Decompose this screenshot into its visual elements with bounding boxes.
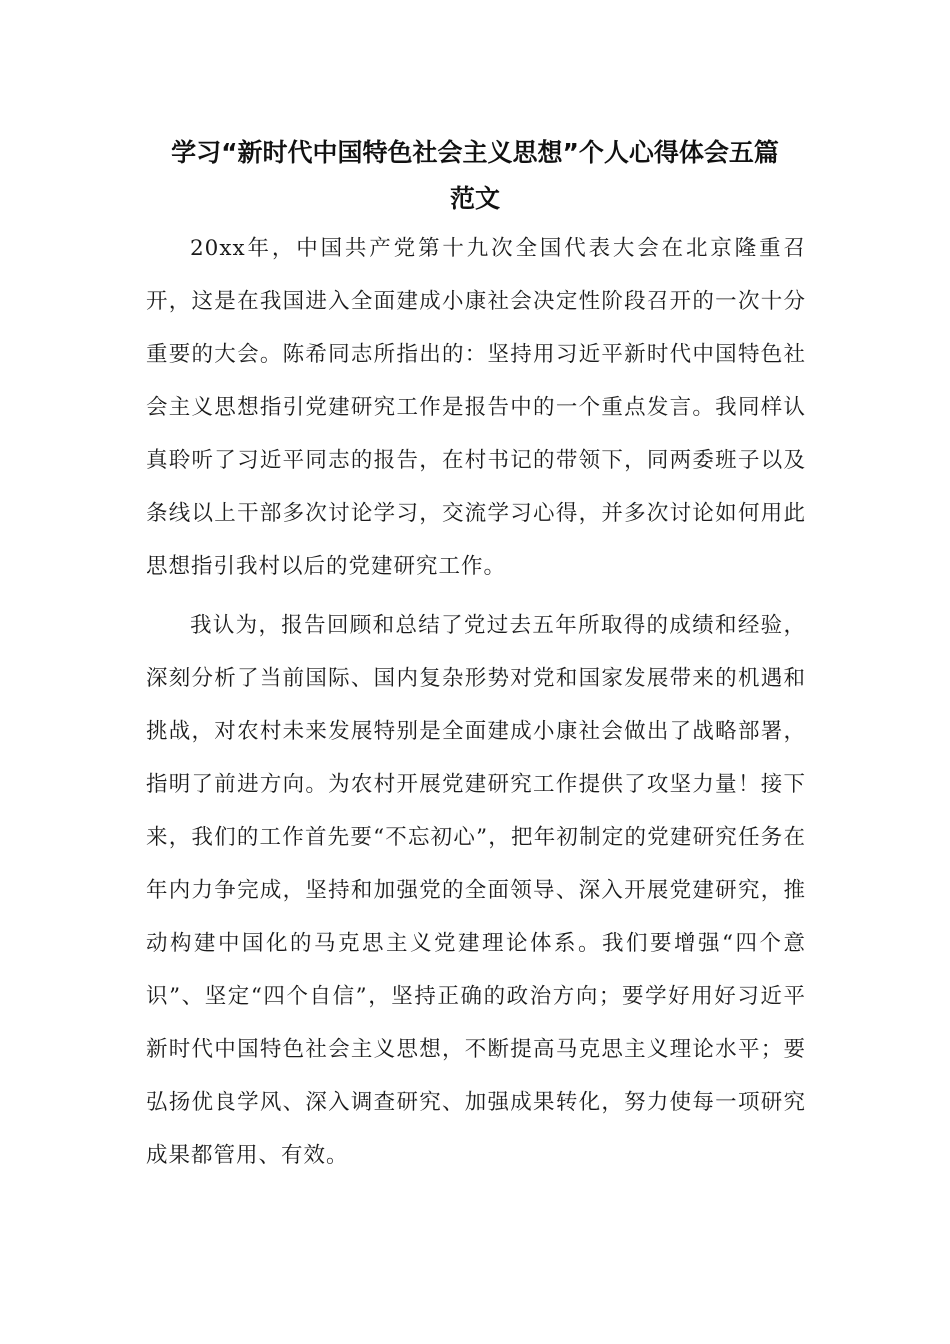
document-title-line2: 范文 <box>449 184 500 213</box>
body-paragraph-2: 我认为，报告回顾和总结了党过去五年所取得的成绩和经验，深刻分析了当前国际、国内复杂形势对党和国家发展带来的机遇和挑战，对农村未来发展特别是全面建成小康社会做出了战略部署，指明了前进方向。为农村开展党建研究工作提供了攻坚力量！接下来，我们的工作首先要“不忘初心”，把年初制定的党建研究任务在年内力争完成，坚持和加强党的全面领导、深入开展党建研究，推动构建中国化的马克思主义党建理论体系。我们要增强“四个意识”、坚定“四个自信”，坚持正确的政治方向；要学好用好习近平新时代中国特色社会主义思想，不断提高马克思主义理论水平；要弘扬优良学风、深入调查研究、加强成果转化，努力使每一项研究成果都管用、有效。 <box>146 613 806 1168</box>
document-title-line1: 学习“新时代中国特色社会主义思想”个人心得体会五篇 <box>171 138 779 167</box>
body-paragraph-1: 20xx年，中国共产党第十九次全国代表大会在北京隆重召开，这是在我国进入全面建成小康社会决定性阶段召开的一次十分重要的大会。陈希同志所指出的：坚持用习近平新时代中国特色社会主义思想指引党建研究工作是报告中的一个重点发言。我同样认真聆听了习近平同志的报告，在村书记的带领下，同两委班子以及条线以上干部多次讨论学习，交流学习心得，并多次讨论如何用此思想指引我村以后的党建研究工作。 <box>146 236 806 579</box>
